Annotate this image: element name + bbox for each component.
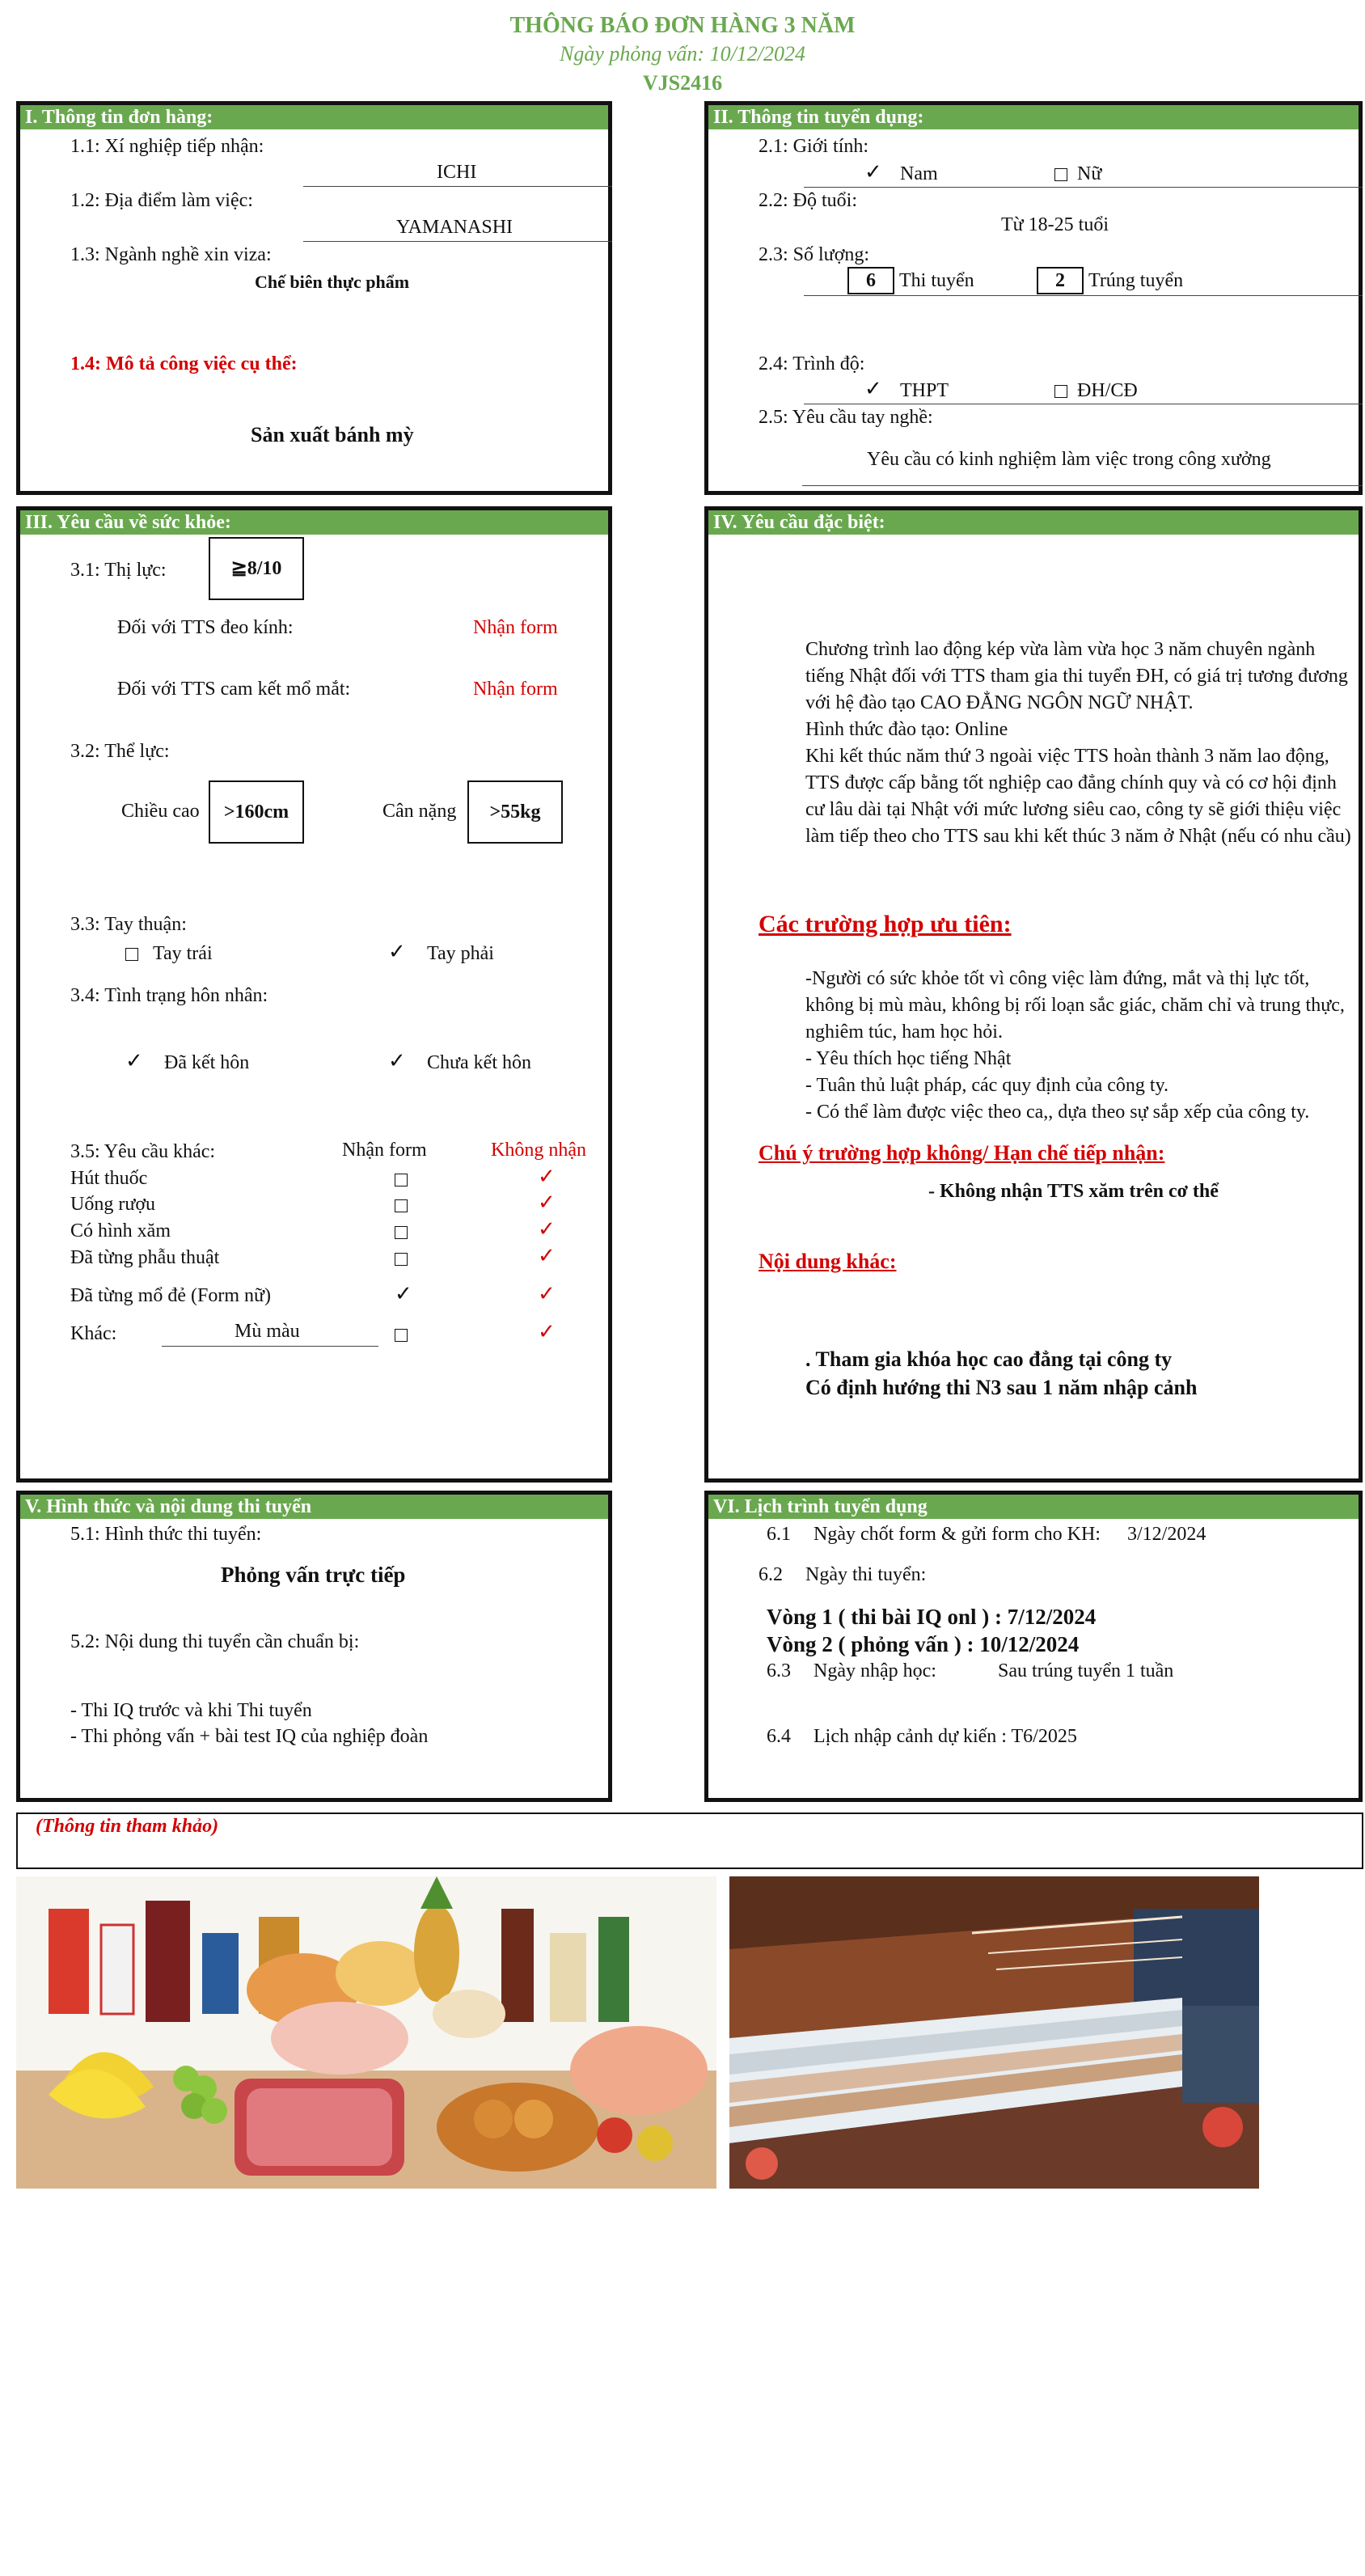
program-intro: Chương trình lao động kép vừa làm vừa học 3 năm chuyên ngành tiếng Nhật đối với TTS tham gia thi tuyển ĐH, có giá trị tương đương với hệ đào tạo CAO ĐẲNG NGÔN NGỮ NHẬT. <box>805 639 1348 713</box>
section-heading: I. Thông tin đơn hàng: <box>20 105 608 129</box>
value-skill: Yêu cầu có kinh nghiệm làm việc trong công xưởng <box>867 449 1271 470</box>
section-recruitment-info <box>704 101 1363 495</box>
check-icon: ✓ <box>538 1217 556 1241</box>
req-label: Có hình xăm <box>70 1220 171 1241</box>
step-number: 6.2 <box>759 1564 783 1585</box>
label-eyesight: 3.1: Thị lực: <box>70 560 167 581</box>
check-icon: ✓ <box>538 1191 556 1214</box>
section-heading: V. Hình thức và nội dung thi tuyển <box>20 1495 608 1519</box>
underline <box>802 485 1363 486</box>
option-male: Nam <box>900 163 938 184</box>
step-number: 6.4 <box>767 1726 791 1747</box>
req-label: Hút thuốc <box>70 1168 148 1189</box>
priority-item: -Người có sức khỏe tốt vì công việc làm đứng, mắt và thị lực tốt, không bị mù màu, không bị rối loạn sắc giác, chăm chỉ và trung thực, nghiêm túc, ham học hỏi. <box>805 968 1345 1043</box>
step-number: 6.3 <box>767 1660 791 1681</box>
checkbox-icon <box>1054 385 1067 398</box>
value-other: Mù màu <box>235 1321 300 1342</box>
req-label: Uống rượu <box>70 1194 156 1215</box>
checkbox-icon <box>125 948 138 961</box>
label-glasses: Đối với TTS đeo kính: <box>117 617 294 638</box>
label-gender: 2.1: Giới tính: <box>759 136 869 157</box>
checkbox-icon <box>395 1174 408 1186</box>
exam-content-item: - Thi phỏng vấn + bài test IQ của nghiệp đoàn <box>70 1726 429 1747</box>
option-female: Nữ <box>1077 163 1102 184</box>
section-heading: III. Yêu cầu về sức khỏe: <box>20 510 608 535</box>
checkbox-icon <box>395 1329 408 1342</box>
priority-heading: Các trường hợp ưu tiên: <box>759 911 1012 937</box>
label-eye-surgery: Đối với TTS cam kết mổ mắt: <box>117 679 351 700</box>
priority-item: - Có thể làm được việc theo ca,, dựa theo sự sắp xếp của công ty. <box>805 1102 1310 1123</box>
checkbox-icon <box>395 1226 408 1239</box>
label-form-deadline: Ngày chốt form & gửi form cho KH: <box>814 1524 1101 1545</box>
reference-label: (Thông tin tham khảo) <box>36 1816 219 1837</box>
other-content-item: . Tham gia khóa học cao đẳng tại công ty <box>805 1347 1173 1371</box>
checkbox-icon <box>395 1199 408 1212</box>
value-form-deadline: 3/12/2024 <box>1127 1524 1207 1545</box>
label-visa-field: 1.3: Ngành nghề xin viza: <box>70 244 272 265</box>
reference-box <box>16 1813 1363 1869</box>
other-content-item: Có định hướng thi N3 sau 1 năm nhập cảnh <box>805 1376 1198 1399</box>
option-left-row <box>125 941 213 966</box>
value-weight: >55kg <box>467 780 563 844</box>
option-married: Đã kết hôn <box>164 1052 250 1073</box>
option-single: Chưa kết hôn <box>427 1052 531 1073</box>
section-order-info <box>16 101 612 495</box>
check-icon: ✓ <box>388 940 406 963</box>
check-icon: ✓ <box>538 1282 556 1305</box>
count-pass: 2 <box>1037 267 1084 294</box>
label-weight: Cân nặng <box>382 801 457 822</box>
document-title: THÔNG BÁO ĐƠN HÀNG 3 NĂM <box>509 13 856 38</box>
check-icon: ✓ <box>538 1320 556 1343</box>
section-heading: II. Thông tin tuyển dụng: <box>708 105 1359 129</box>
label-education: 2.4: Trình độ: <box>759 353 865 374</box>
check-icon: ✓ <box>538 1244 556 1267</box>
exam-round-2: Vòng 2 ( phỏng vấn ) : 10/12/2024 <box>767 1632 1080 1656</box>
value-age: Từ 18-25 tuổi <box>1001 214 1109 235</box>
section-heading: VI. Lịch trình tuyển dụng <box>708 1495 1359 1519</box>
section-heading: IV. Yêu cầu đặc biệt: <box>708 510 1359 535</box>
option-right: Tay phải <box>427 943 494 964</box>
label-quantity: 2.3: Số lượng: <box>759 244 870 265</box>
label-other-requirements: 3.5: Yêu cầu khác: <box>70 1141 216 1162</box>
label-age: 2.2: Độ tuổi: <box>759 190 858 211</box>
underline <box>303 186 612 187</box>
interview-date: Ngày phỏng vấn: 10/12/2024 <box>559 42 806 66</box>
value-entry-schedule: Lịch nhập cảnh dự kiến : T6/2025 <box>814 1726 1077 1747</box>
program-after: Khi kết thúc năm thứ 3 ngoài việc TTS hoàn thành 3 năm lao động, TTS được cấp bằng tốt nghiệp cao đẳng chính quy và có cơ hội định cư lâu dài tại Nhật với mức lương siêu cao, công ty sẽ giới thiệu việc làm tiếp theo cho TTS sau khi kết thúc 3 năm ở Nhật (nếu có nhu cầu) <box>805 746 1351 847</box>
check-icon: ✓ <box>388 1049 406 1072</box>
value-enrollment: Sau trúng tuyển 1 tuần <box>998 1660 1174 1681</box>
restriction-item: - Không nhận TTS xăm trên cơ thể <box>928 1181 1219 1202</box>
label-enterprise: 1.1: Xí nghiệp tiếp nhận: <box>70 136 264 157</box>
section-health <box>16 506 612 1483</box>
option-female-row <box>1054 162 1101 186</box>
label-enrollment: Ngày nhập học: <box>814 1660 936 1681</box>
req-label: Khác: <box>70 1323 117 1344</box>
restriction-heading: Chú ý trường hợp không/ Hạn chế tiếp nhận: <box>759 1141 1165 1165</box>
underline <box>162 1346 378 1347</box>
other-content-heading: Nội dung khác: <box>759 1250 897 1273</box>
section-exam-format <box>16 1491 612 1802</box>
priority-item: - Yêu thích học tiếng Nhật <box>805 1048 1012 1069</box>
checkbox-icon <box>1054 168 1067 181</box>
section-schedule <box>704 1491 1363 1802</box>
step-number: 6.1 <box>767 1524 791 1545</box>
value-glasses: Nhận form <box>473 617 558 638</box>
food-illustration <box>16 1876 716 2189</box>
value-height: >160cm <box>209 780 304 844</box>
label-exam-form: 5.1: Hình thức thi tuyển: <box>70 1524 262 1545</box>
option-thpt: THPT <box>900 380 949 401</box>
exam-round-1: Vòng 1 ( thi bài IQ onl ) : 7/12/2024 <box>767 1605 1097 1629</box>
column-reject: Không nhận <box>491 1140 586 1161</box>
value-enterprise: ICHI <box>437 162 477 183</box>
req-label: Đã từng mổ đẻ (Form nữ) <box>70 1285 271 1306</box>
value-exam-form: Phỏng vấn trực tiếp <box>221 1563 406 1587</box>
option-left: Tay trái <box>153 943 213 964</box>
underline <box>804 187 1363 188</box>
option-dh: ĐH/CĐ <box>1077 380 1138 401</box>
count-exam: 6 <box>847 267 894 294</box>
underline <box>804 295 1363 296</box>
label-exam-content: 5.2: Nội dung thi tuyển cần chuẩn bị: <box>70 1631 360 1652</box>
label-location: 1.2: Địa điểm làm việc: <box>70 190 253 211</box>
req-label: Đã từng phẫu thuật <box>70 1247 220 1268</box>
label-exam-date: Ngày thi tuyển: <box>805 1564 927 1585</box>
label-marital: 3.4: Tình trạng hôn nhân: <box>70 985 268 1006</box>
value-location: YAMANASHI <box>396 217 513 238</box>
label-job-description: 1.4: Mô tả công việc cụ thể: <box>70 353 298 374</box>
section-special-requirements <box>704 506 1363 1483</box>
label-pass: Trúng tuyển <box>1088 270 1184 291</box>
value-job-description: Sản xuất bánh mỳ <box>251 423 414 446</box>
check-icon: ✓ <box>864 160 882 184</box>
option-dh-row <box>1054 379 1138 403</box>
checkbox-icon <box>395 1253 408 1266</box>
training-form: Hình thức đào tạo: Online <box>805 719 1008 740</box>
value-visa-field: Chế biên thực phẩm <box>255 272 410 292</box>
check-icon: ✓ <box>538 1165 556 1188</box>
label-skill: 2.5: Yêu cầu tay nghề: <box>759 407 933 428</box>
value-eyesight: ≧8/10 <box>209 537 304 600</box>
food-photo <box>16 1876 716 2189</box>
check-icon: ✓ <box>864 377 882 400</box>
store-illustration <box>729 1876 1259 2189</box>
column-accept: Nhận form <box>342 1140 427 1161</box>
label-height: Chiều cao <box>121 801 200 822</box>
label-exam: Thi tuyển <box>899 270 974 291</box>
value-eye-surgery: Nhận form <box>473 679 558 700</box>
label-handedness: 3.3: Tay thuận: <box>70 914 187 935</box>
check-icon: ✓ <box>125 1049 143 1072</box>
exam-content-item: - Thi IQ trước và khi Thi tuyển <box>70 1700 312 1721</box>
label-fitness: 3.2: Thể lực: <box>70 741 170 762</box>
underline <box>303 241 612 242</box>
order-code: VJS2416 <box>642 71 723 95</box>
check-icon: ✓ <box>395 1282 412 1305</box>
priority-item: - Tuân thủ luật pháp, các quy định của công ty. <box>805 1075 1169 1096</box>
store-photo <box>729 1876 1259 2189</box>
